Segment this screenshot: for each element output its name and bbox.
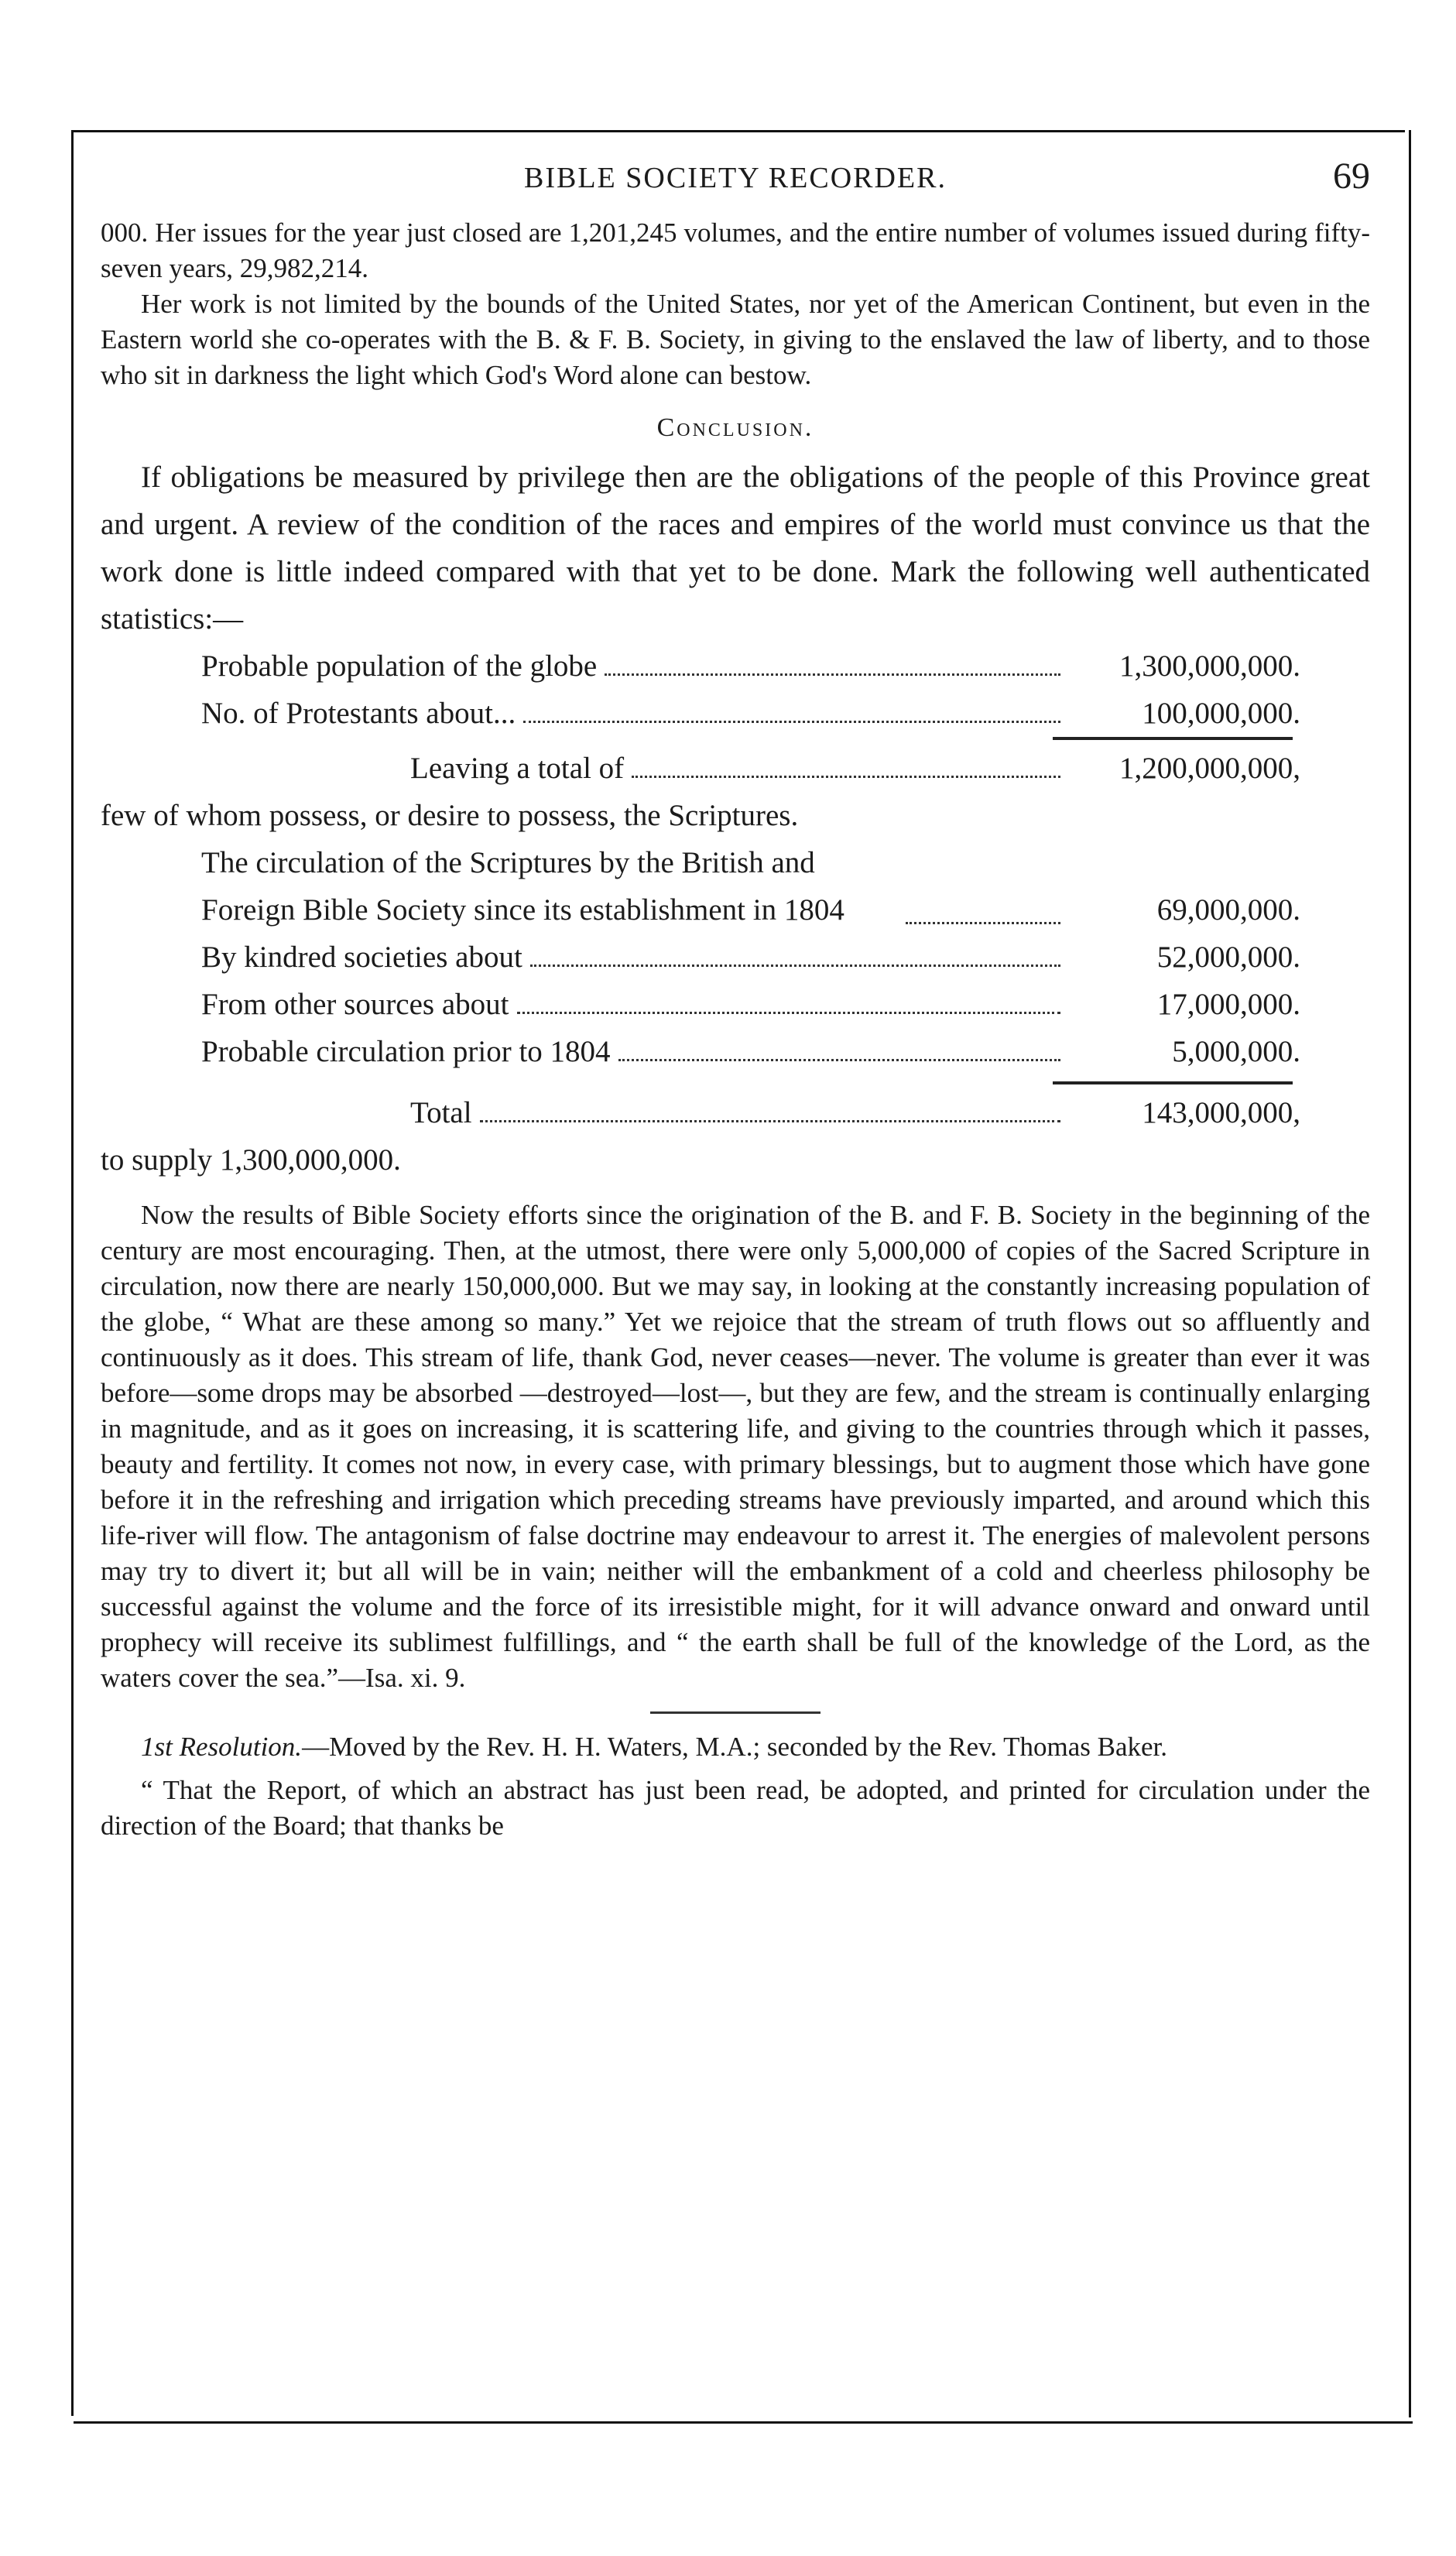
results-paragraph: Now the results of Bible Society efforts since the origination of the B. and F. B. Society in the beginning of the century are most encouraging. Then, at the utmost, there were only 5,000,000 of copies of the Sacred Scripture in circulation, now there are nearly 150,000,000. But we may say, in looking at the constantly increasing population of the globe, “ What are these among so many.” Yet we rejoice that the stream of truth flows out so affluently and continuously as it does. This stream of life, thank God, never ceases—never. The volume is greater than ever it was before—some drops may be absorbed —destroyed—lost—, but they are few, and the stream is continually enlarging in magnitude, and as it goes on increasing, it is scattering life, and giving to the countries through which it passes, beauty and fertility. It comes not now, in every case, with primary blessings, but to augment those which have gone before it in the refreshing and irrigation which preceding streams have previously imparted, and around which this life-river will flow. The antagonism of false doctrine may endeavour to arrest it. The energies of malevolent persons may try to divert it; but all will be in vain; neither will the embankment of a cold and cheerless philosophy be successful against the volume and the force of its irresistible might, for it will advance onward and onward until prophecy will receive its sublimest fulfillings, and “ the earth shall be full of the knowledge of the Lord, as the waters cover the sea.”—Isa. xi. 9. (101, 1200, 1370, 1693)
section-heading: Conclusion. (656, 413, 814, 442)
scriptures-note: few of whom possess, or desire to possess, the Scriptures. (101, 799, 799, 832)
leader-dots (618, 1059, 1060, 1061)
page-number: 69 (1333, 156, 1370, 197)
page-content (101, 156, 1370, 1844)
leader-dots (480, 1120, 1060, 1122)
section-divider (650, 1711, 820, 1714)
stat-label: By kindred societies about (201, 941, 522, 974)
stat-row-prior-1804 (201, 1028, 1300, 1075)
stat-row-british-foreign (201, 839, 1300, 934)
leader-dots (517, 1012, 1060, 1014)
population-statistics (101, 642, 1370, 1184)
stat-value: 52,000,000. (1156, 941, 1300, 974)
leader-dots (906, 922, 1060, 924)
stat-label: Total (410, 1096, 472, 1129)
resolution-title: 1st Resolution. (141, 1732, 303, 1762)
stat-value: 17,000,000. (1156, 988, 1300, 1021)
running-head: BIBLE SOCIETY RECORDER. (524, 162, 947, 194)
stat-row-leaving-total (201, 745, 1300, 792)
stat-row-kindred-societies (201, 934, 1300, 981)
stat-row-total (201, 1089, 1300, 1136)
page-header (101, 156, 1370, 215)
leader-dots (632, 776, 1060, 778)
stat-value: 1,200,000,000, (1119, 752, 1300, 785)
stat-value: 69,000,000. (1156, 893, 1300, 927)
total-rule (1053, 1081, 1293, 1089)
stat-label: The circulation of the Scriptures by the British and Foreign Bible Society since its establishment in 1804 (201, 846, 844, 927)
stat-value: 100,000,000. (1142, 697, 1300, 730)
circulation-stat-rows (201, 839, 1300, 1075)
resolution-mover: —Moved by the Rev. H. H. Waters, M.A.; seconded by the Rev. Thomas Baker. (302, 1732, 1168, 1762)
stat-label: Probable population of the globe (201, 649, 598, 683)
leader-dots (605, 673, 1060, 676)
stat-value: 1,300,000,000. (1119, 649, 1300, 683)
stat-row-other-sources (201, 981, 1300, 1028)
resolution-quote: “ That the Report, of which an abstract has just been read, be adopted, and printed for circulation under the direction of the Board; that thanks be (101, 1775, 1370, 1841)
resolution-paragraph (101, 1729, 1370, 1765)
stat-value: 5,000,000. (1172, 1035, 1300, 1068)
leader-dots (530, 964, 1060, 967)
stat-row-protestants (201, 690, 1300, 737)
stat-value: 143,000,000, (1142, 1096, 1300, 1129)
leader-dots (523, 721, 1060, 723)
stat-label: No. of Protestants about... (201, 697, 516, 730)
subtotal-rule (1053, 737, 1293, 745)
intro-paragraph-2: Her work is not limited by the bounds of the United States, nor yet of the American Continent, but even in the Eastern world she co-operates with the B. & F. B. Society, in giving to the enslaved the law of liberty, and to those who sit in darkness the light which God's Word alone can bestow. (101, 289, 1370, 390)
population-stat-rows (201, 642, 1300, 737)
stat-row-population (201, 642, 1300, 690)
stat-label: Probable circulation prior to 1804 (201, 1035, 611, 1068)
spacer (101, 1184, 1370, 1197)
frame-right-rule (1409, 130, 1411, 2417)
stat-label: From other sources about (201, 988, 509, 1021)
intro-paragraph-1: 000. Her issues for the year just closed are 1,201,245 volumes, and the entire number of volumes issued during fifty-seven years, 29,982,214. (101, 218, 1370, 283)
supply-note: to supply 1,300,000,000. (101, 1143, 401, 1177)
conclusion-paragraph: If obligations be measured by privilege then are the obligations of the people of this Province great and urgent. A review of the condition of the races and empires of the world must convince us that the work done is little indeed compared with that yet to be done. Mark the following well authenticated statistics:— (101, 461, 1370, 636)
frame-bottom-rule (74, 2421, 1413, 2424)
stat-label: Leaving a total of (410, 752, 625, 785)
spacer (101, 1765, 1370, 1773)
